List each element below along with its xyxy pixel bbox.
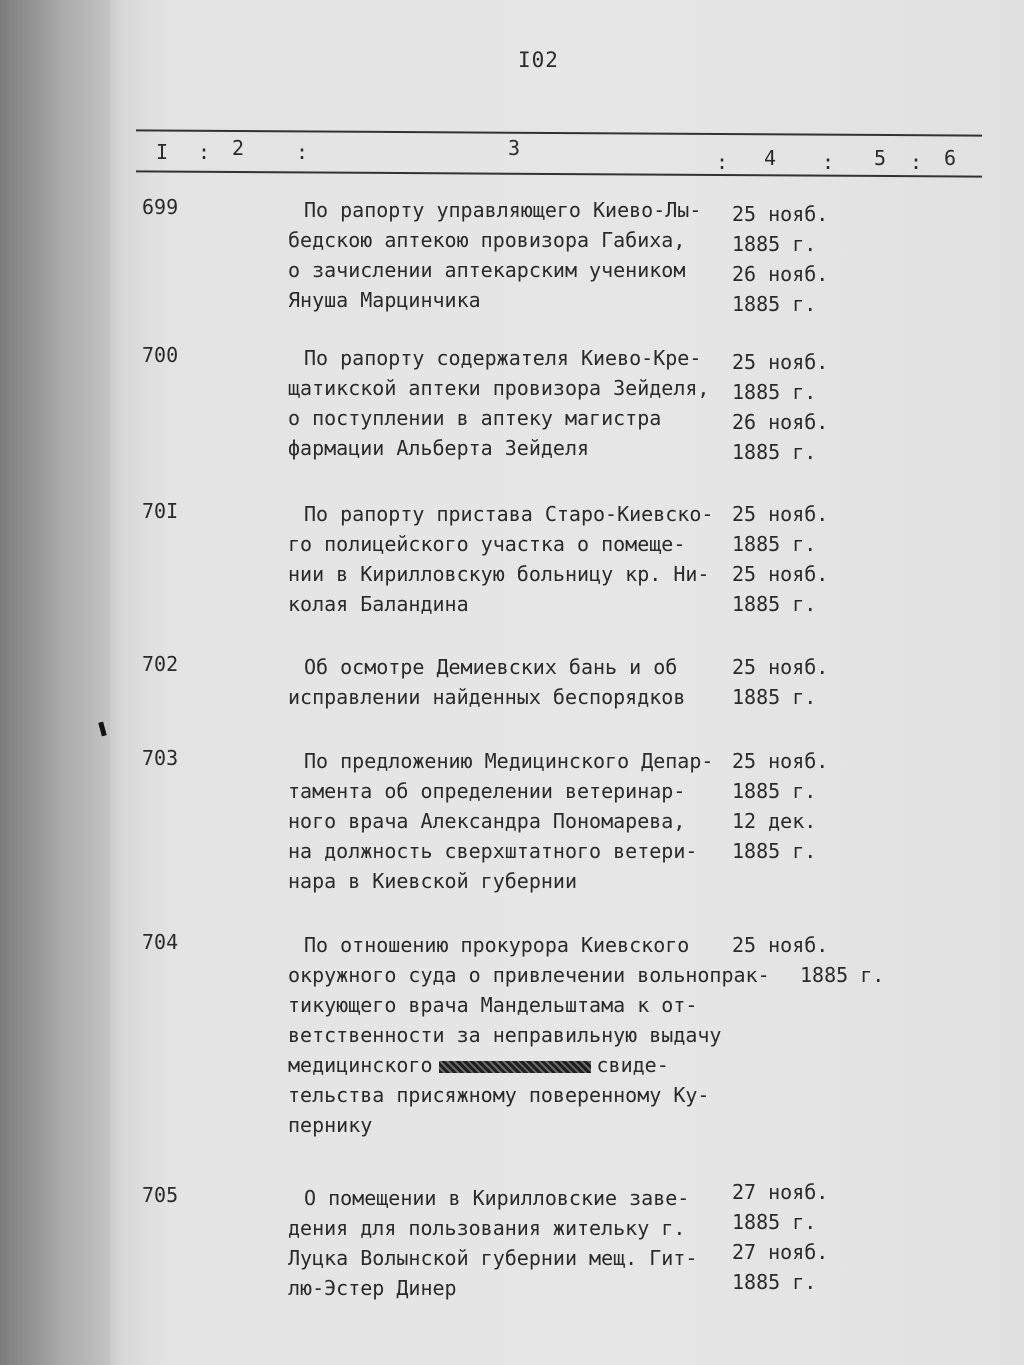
date-line: 25 нояб.: [732, 933, 829, 957]
column-separator: :: [296, 140, 309, 164]
column-separator: :: [198, 140, 211, 164]
date-line: 1885 г.: [732, 532, 817, 556]
entry-description: [288, 652, 748, 712]
description-line: По предложению Медицинского Депар-: [304, 749, 714, 773]
entry-dates: [732, 499, 828, 619]
description-line: лю-Эстер Динер: [288, 1276, 457, 1300]
description-line: Об осмотре Демиевских бань и об: [304, 655, 678, 679]
entry-number: 699: [142, 195, 179, 219]
column-separator: :: [716, 150, 729, 174]
entry-dates: [732, 199, 828, 319]
date-line: 1885 г.: [732, 380, 817, 404]
description-line: окружного суда о привлечении вольнопрак-: [288, 963, 770, 987]
date-line: 1885 г.: [732, 440, 817, 464]
description-line: тикующего врача Мандельштама к от-: [288, 993, 698, 1017]
entry-description: [288, 1183, 748, 1303]
entry-number: 705: [142, 1183, 179, 1207]
description-line: тамента об определении ветеринар-: [288, 779, 686, 803]
date-line: 26 нояб.: [732, 410, 829, 434]
entry-description: [288, 930, 808, 1140]
description-line: [288, 1050, 808, 1080]
date-line: 1885 г.: [732, 839, 817, 863]
description-word: медицинского: [288, 1053, 433, 1077]
date-line: 1885 г.: [800, 963, 885, 987]
column-header-5: 5: [874, 146, 887, 170]
entry-number: 704: [142, 930, 179, 954]
description-fragment: [288, 1053, 669, 1077]
description-line: По рапорту пристава Старо-Киевско-: [304, 502, 714, 526]
description-line: нара в Киевской губернии: [288, 869, 577, 893]
entry-number: 702: [142, 652, 179, 676]
struck-out-word: [439, 1061, 591, 1073]
date-line: 25 нояб.: [732, 655, 829, 679]
description-word: свиде-: [596, 1053, 669, 1077]
book-gutter: [0, 0, 110, 1365]
description-line: щатикской аптеки провизора Зейделя,: [288, 376, 710, 400]
date-line: 27 нояб.: [732, 1180, 829, 1204]
entry-dates: [732, 652, 828, 712]
page-number: I02: [518, 48, 559, 72]
entry-dates: [732, 930, 828, 960]
entry-dates: [732, 347, 828, 467]
description-line: о зачислении аптекарским учеником: [288, 258, 686, 282]
description-line: фармации Альберта Зейделя: [288, 436, 590, 460]
description-line: тельства присяжному поверенному Ку-: [288, 1083, 710, 1107]
description-line: По отношению прокурора Киевского: [304, 933, 690, 957]
date-line: 12 дек.: [732, 809, 817, 833]
date-line: 1885 г.: [732, 685, 817, 709]
description-line: По рапорту управляющего Киево-Лы-: [304, 198, 702, 222]
entry-description: [288, 343, 748, 463]
description-line: о поступлении в аптеку магистра: [288, 406, 662, 430]
entry-dates: [732, 746, 828, 866]
description-line: Луцка Волынской губернии мещ. Гит-: [288, 1246, 698, 1270]
description-line: О помещении в Кирилловские заве-: [304, 1186, 690, 1210]
column-header-4: 4: [764, 146, 777, 170]
entry-description: [288, 499, 748, 619]
description-line: го полицейского участка о помеще-: [288, 532, 686, 556]
column-header-6: 6: [944, 146, 957, 170]
description-line: колая Баландина: [288, 592, 469, 616]
date-line: 1885 г.: [732, 1210, 817, 1234]
date-line: 25 нояб.: [732, 502, 829, 526]
date-line: 1885 г.: [732, 232, 817, 256]
column-header-1: I: [156, 140, 169, 164]
date-line: 25 нояб.: [732, 350, 829, 374]
column-header-3: 3: [508, 136, 521, 160]
entry-number: 703: [142, 746, 179, 770]
column-header-2: 2: [232, 136, 245, 160]
date-line: 1885 г.: [732, 1270, 817, 1294]
description-line: ного врача Александра Пономарева,: [288, 809, 686, 833]
description-line: бедскою аптекою провизора Габиха,: [288, 228, 686, 252]
date-line: 1885 г.: [732, 592, 817, 616]
date-line: 25 нояб.: [732, 749, 829, 773]
entry-description: [288, 746, 748, 896]
date-line: 25 нояб.: [732, 202, 829, 226]
column-separator: :: [822, 150, 835, 174]
description-line: пернику: [288, 1113, 373, 1137]
column-separator: :: [910, 150, 923, 174]
entry-number: 700: [142, 343, 179, 367]
description-line: ветственности за неправильную выдачу: [288, 1023, 722, 1047]
description-line: Януша Марцинчика: [288, 288, 481, 312]
description-line: нии в Кирилловскую больницу кр. Ни-: [288, 562, 710, 586]
date-line: 26 нояб.: [732, 262, 829, 286]
description-line: По рапорту содержателя Киево-Кре-: [304, 346, 702, 370]
date-line: 27 нояб.: [732, 1240, 829, 1264]
date-line: 25 нояб.: [732, 562, 829, 586]
entry-dates: [800, 960, 884, 990]
description-line: на должность сверхштатного ветери-: [288, 839, 698, 863]
description-line: дения для пользования жительку г.: [288, 1216, 686, 1240]
entry-description: [288, 195, 748, 315]
date-line: 1885 г.: [732, 292, 817, 316]
date-line: 1885 г.: [732, 779, 817, 803]
entry-dates: [732, 1177, 828, 1297]
description-line: исправлении найденных беспорядков: [288, 685, 686, 709]
entry-number: 70I: [142, 499, 179, 523]
